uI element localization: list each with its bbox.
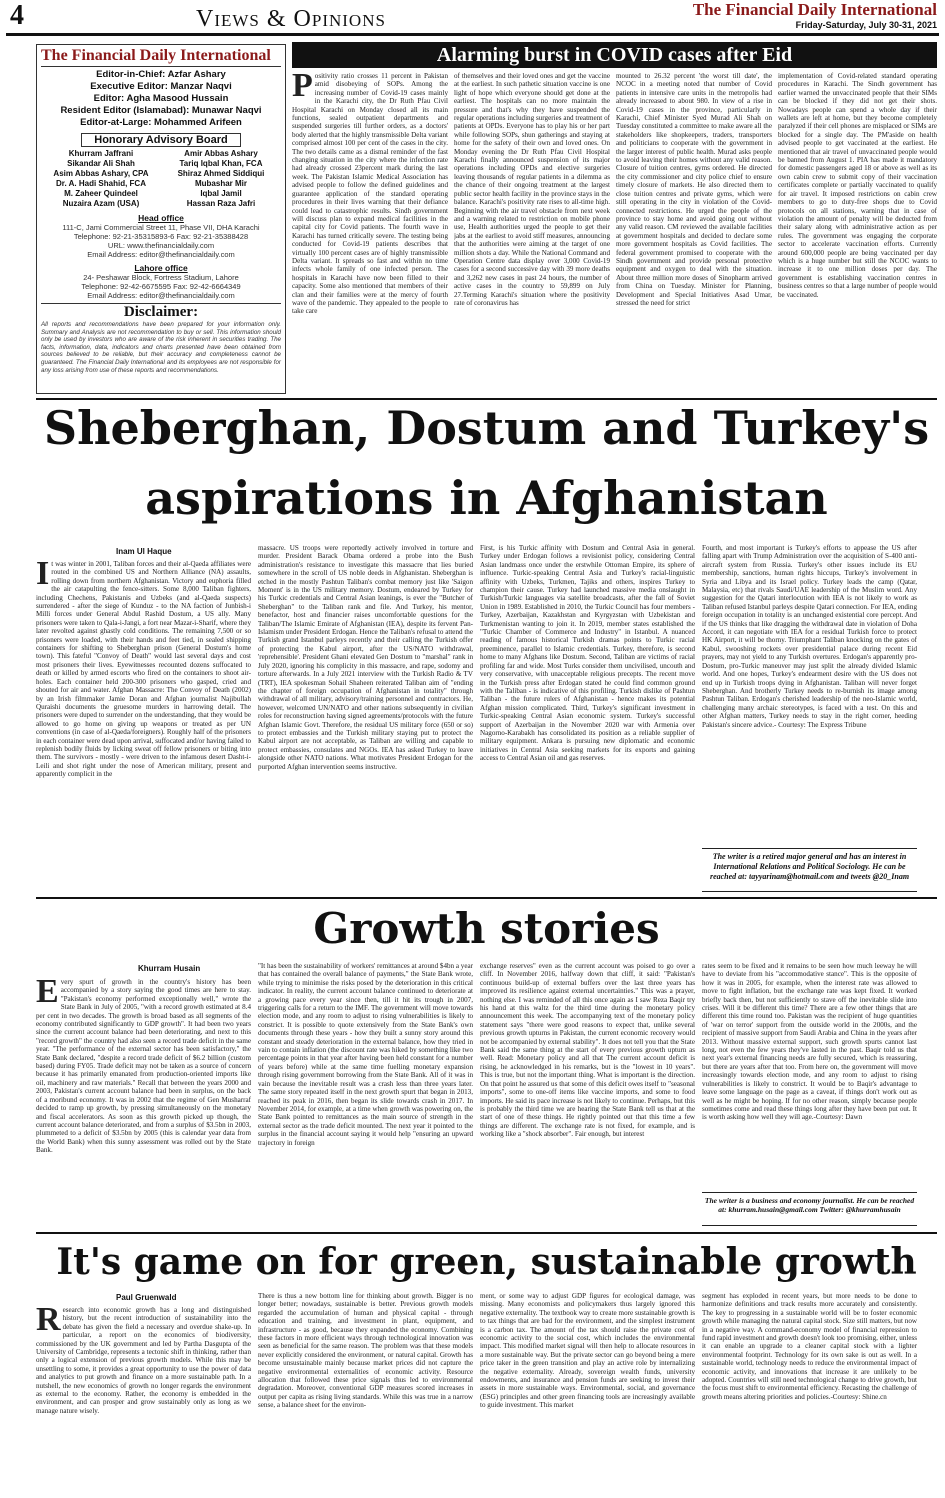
afghan-col-2: massacre. US troops were reportedly actively involved in torture and murder. President Barack Obama ordered a probe into the Bush administration's resistance to investigate this massacre that lies buried somewhere in the scroll of US noble deeds in Afghanistan. Sheberghan is etched in the mostly Pashtun Taliban's combat memory just like 'Saigon Moment' is in the US military memory. Dostum, endeared by Turkey for his Turkic credentials and Central Asian leanings, is ever the "Butcher of Sheberghan" to the Taliban rank and file. And Turkey, his mentor, benefactor, host and financier raises uncomfortable questions for the Taliban/The Islamic Emirate of Afghanistan (IEA), despite its fervent Pan-Islamism under President Erdogan. Hence the Taliban's refusal to attend the Turkish grand Istanbul parleys recently and their calling the Turkish offer of protecting the Kabul airport, after the US/NATO withdrawal, 'reprehensible'. President Ghani elevated Gen Dostum to "marshal" rank in July 2020, ignoring his complicity in this massacre, and rape, sodomy and torture afterwards. In a July 2021 interview with the Turkish Radio & TV (TRT), IEA spokesman Sohail Shaheen reiterated Taliban aim of "ending the chapter of foreign occupation of Afghanistan in totality" through withdrawal of all military, advisory/training personnel and contractors. He, however, welcomed UN/NATO and other nations subsequently in civilian roles for reconstruction having signed agreements/protocols with the future Afghan Islamic Govt. Therefore, the residual US military force (650 or so) to protect embassies and the Turkish military staying put to protect the Kabul airport are not acceptable, as Taliban are willing and capable to protect embassies, consulates and NGOs. IEA has asked Turkey to leave alongside other NATO nations. What motivates President Erdogan for the purported Afghan intervention seems instructive. [258,544,473,771]
green-byline: Paul Gruenwald [116,1293,177,1302]
afghan-col-1 [36,560,251,892]
growth-author-note: The writer is a business and economy journalist. He can be reached at: khurram.husain@gmail.com Twitter: @khurramhusain [702,1192,917,1226]
growth-col-3: exchange reserves" even as the current account was poised to go over a cliff. In November 2016, halfway down that cliff, it said: "Pakistan's continuous build-up of external buffers over the last three years has improved its resilience against external uncertainties." This was a prayer, nothing else. I was reminded of all this once again as I saw Reza Baqir try his hand at this waltz for the third time during the monetary policy announcement this week. The accompanying text of the monetary policy statement says "there were good reasons to expect that, unlike several previous growth upturns in Pakistan, the current economic recovery would not be accompanied by external stability". It does not tell you that the State Bank said the same thing at the start of every previous growth upturn as well. Read: Monetary policy and all that The current account deficit is rising, he acknowledged in his remarks, but is the "lowest in 10 years". This is true, but not the important thing. What is important is the direction. On that point he assured us that some of this deficit owes itself to "seasonal imports", some to one-off items like vaccine imports, and some to food imports. He said its pace increase is not likely to continue. Perhaps, but this is probably the third time we are hearing the State Bank tell us that at the start of one of these things. He rightly pointed out that this time a few things are different. The exchange rate is not fixed, for example, and is working like a "shock absorber". Fair enough, but interest [480,962,695,1139]
afghan-author-note: The writer is a retired major general and has an interest in International Relations and Political Sociology. He can be reached at: tayyarinam@hotmail.com and tweets @20_Inam [702,848,917,892]
growth-col-1-text: very spurt of growth in the country's history has been accompanied by a story saying the good times are here to stay. "Pakistan's economy performed exceptionally well," wrote the State Bank in July of 2005, "with a record growth estimated at 8.4 per cent in two decades. The growth is broad based as all segments of the economy contributed significantly to GDP growth". It had been two years since the current account balance had been deteriorating, and next to this "record growth" the country had also seen a record trade deficit in the same year. "The performance of the external sector has been satisfactory," the State Bank declared, "despite a record trade deficit of $6.2 billion (custom based) during FY05. Trade deficit may not be taken as a source of concern because it has primarily emanated from production-oriented imports like oil, machinery and raw materials." Recall that between the years 2000 and 2003, Pakistan's current account balance had been in surplus, on the back of a moribund economy. It was in 2002 that the regime of Gen Musharraf decided to ramp up growth, by pressing simultaneously on the monetary and fiscal accelerators. As soon as this growth picked up though, the current account balance deteriorated, and from a surplus of $3.5bn in 2003, plummeted to a deficit of $3.5bn by 2005 (this is calendar year data from the World Bank) when this sunny assessment was rolled out by the State Bank. [36,978,251,1155]
advisory-board-right: Amir Abbas Ashary Tariq Iqbal Khan, FCA Shiraz Ahmed Siddiqui Mubashar Mir Iqbal Jamil Hassan Raza Jafri [177,149,265,208]
page-header [6,0,939,36]
growth-col-1 [36,978,251,1226]
afghan-byline: Inam Ul Haque [116,547,172,556]
afghan-col-3: First, is his Turkic affinity with Dostum and Central Asia in general. Turkey under Erdogan follows a revisionist policy, considering Central Asian landmass once under the erstwhile Ottoman Empire, its sphere of influence. Turkic-speaking Central Asia and Turkey's racial-linguistic affinity with Uzbeks, Turkmen, Tajiks and others, inspires Turkey to champion their cause. Turkey had launched massive media onslaught in Turkish/Turkic languages via satellite broadcasts, after the fall of Soviet Union in 1989. Established in 2010, the Turkic Council has four members - Turkey, Azerbaijan, Kazakhstan and Kyrgyzstan with Uzbekistan and Turkmenistan wanting to join it. In 2019, member states established the "Turkic Chamber of Commerce and Industry" in Istanbul. A nuanced reading of famous historical Turkish dramas points to Turkic racial preeminence, parallel to Islamic credentials. Turkey, therefore, is second home to many Afghans like Dostum. Second, Taliban are victims of racial profiling far and wide. Most Turks consider them uncivilised, uncouth and very conservative, with unacceptable religious precepts. The recent move in the Turkish press after Erdogan stated he could find common ground with the Taliban - is indicative of this profiling. Turkish dislike of Pashtun Taliban - the future rulers of Afghanistan - hence makes its potential Afghan mission complicated. Third, Turkey's significant investment in Turkic-speaking Central Asian economic system. Turkey's successful support of Azerbaijan in the November 2020 war with Armenia over Nagorno-Karabakh has consolidated its position as a reliable supplier of military equipment. Ankara is pursuing new diplomatic and economic initiatives in Central Asia seeking markets for its exports and gaining access to Central Asian oil and gas reserves. [480,544,695,763]
staff-line: Executive Editor: Manzar Naqvi [90,81,232,92]
page-number: 4 [10,0,24,31]
divider [36,897,937,899]
green-col-3: ment, or some way to adjust GDP figures for ecological damage, was missing. Many economists and policymakers thus largely ignored this negative externality. The textbook way to create more sustainable growth is to tax things that are bad for the environment, and the simplest instrument is a carbon tax. The amount of the tax should raise the private cost of economic activity to the social cost, which includes the environmental impact. This modified market signal will then help to allocate resources in a more sustainable way. But the private sector can go beyond being a mere price taker in the green transition and play an active role by internalizing the negative externality. Already, sovereign wealth funds, university endowments, and insurance and pension funds are seeking to invest their assets in more sustainable ways. Environmental, social, and governance (ESG) principles and other green financing tools are increasingly available to guide investment. This market [480,1292,695,1410]
lahore-office-title: Lahore office [134,263,188,273]
afghan-headline-line-1: Sheberghan, Dostum and Turkey's [43,401,930,455]
afghan-headline-line-2: aspirations in Afghanistan [145,471,828,525]
section-title: Views & Opinions [196,6,386,32]
dropcap: I [36,560,50,592]
advisory-board-members [41,149,281,209]
divider [36,1232,937,1234]
green-headline: It's game on for green, sustainable growth [56,1241,917,1283]
green-col-4: segment has exploded in recent years, but more needs to be done to harmonize definitions and track results more accurately and consistently. The key to progressing in a sustainable world will be to foster economic growth while managing the natural capital stock. Size still matters, but now in a negative way. A command-economy model of financial repression to fund rapid investment and growth doesn't look too promising, either, unless it can enable an upgrade to a cleaner capital stock with a lighter environmental footprint. Technology for its own sake is out as well. In a sustainable world, technology needs to reduce the environmental impact of economic activity, and innovations that increase it are unlikely to be adopted. Countries will still need technological change to drive growth, but the focus must shift to environmental efficiency. Recasting the challenge of growth means altering priorities and policies.-Courtesy: Shine.cn [702,1292,917,1401]
covid-headline: Alarming burst in COVID cases after Eid [292,42,937,68]
head-office-title: Head office [138,213,184,223]
covid-col-2: of themselves and their loved ones and get the vaccine at the earliest. In such pathetic situation vaccine is one light of hope which everyone should get done at the earliest. The hospitals can no more maintain the pressure and that's why they have suspended the regular operations including surgeries and treatment of patients at OPDs. Everyone has to play his or her part while following SOPs, shun gatherings and staying at home for the safety of their own and loved ones. On Monday evening the Dr Ruth Pfau Civil Hospital Karachi finally announced suspension of its major operations including OPDs and elective surgeries leaving thousands of regular patients in a dilemma as the chance of their ongoing treatment at the largest public sector health facility in the province stays in the balance. Karachi's positivity rate rises to all-time high. Beginning with the air travel obstacle from next week and a warning related to restriction on mobile phone use, Health authorities urged the people to get their jabs at the earliest to avoid stiff measures, announcing that the authorities were aiming at the target of one million shots a day. While the National Command and Operation Centre data display over 3,000 Covid-19 cases for a second successive day with 39 more deaths and 3,262 new cases in past 24 hours, the number of active cases in the country to 59,899 on July 27.Terming Karachi's situation where the positivity rate of coronavirus has [454,72,610,307]
growth-byline: Khurram Husain [138,964,201,973]
staff-line: Editor: Agha Masood Hussain [93,93,229,104]
editorial-sidebar [36,44,286,394]
covid-col-4: implementation of Covid-related standard operating procedures in Karachi. The Sindh government has earlier warned the unvaccinated people that their SIMs can be blocked if they did not get their shots. Nowadays people can spend a whole day if their wallets are left at home, but they become completely paralyzed if their cell phones are misplaced or SIMs are blocked for a single day. The PM'aside on health advised people to get vaccinated at the earliest. He mentioned that air travel of unvaccinated people would be banned from August 1. PIA has made it mandatory for domestic passengers aged 18 or above as well as its own cabin crew to submit copy of their vaccination certificates complete or partially vaccinated to qualify for air travel. It imposed restrictions on cabin crew members to go to duty-free shops due to Covid protocols on all stations, warning that in case of violation the amount of penalty will be deducted from their salary along with administrative action as per rules. The government was engaging the corporate sector to accelerate vaccination efforts. Currently around 600,000 people are being vaccinated per day which is a huge number but still the NCOC wants to increase it to one million doses per day. The government is establishing vaccination centres in business centres so that a large number of people would be vaccinated. [778,72,937,299]
advisory-board-left: Khurram Jaffrani Sikandar Ali Shah Asim Abbas Ashary, CPA Dr. A. Hadi Shahid, FCA M. Zaheer Quindeel Nuzaira Azam (USA) [53,149,149,208]
covid-col-1 [292,72,448,392]
staff-list [41,69,281,129]
covid-col-1-text: ositivity ratio crosses 11 percent in Pakistan amid disobeying of SOPs. Among the increasing number of Covid-19 cases mainly in the Karachi city, the Dr Ruth Pfau Civil Hospital Karachi on Monday closed all its main functions, sealed outpatient departments and suspended surgeries till further orders, as a doctors' body alerted that the highly transmissible Delta variant comprised almost 100 per cent of the cases in the city. The two details came as a dismal reminder of the fast changing situation in the city where the infection rate had already crossed 23percent mark during the last week. The Pakistan Islamic Medical Association has advised people to follow the defined guidelines and guarantee application of the standard operating procedures in their lives warning that their defiance could lead to catastrophic results. Sindh government will discuss plan to expand medical facilities in the capital city for Covid patients. The fourth wave in Karachi has turned critically severe. The testing being conducted for Covid-19 patients describes that virtually 100 percent cases are of highly transmissible Delta variant. It spreads so fast and within no time infects whole family of one infected person. The hospitals in Karachi have now been filled to their capacity. Some also mentioned that members of their clan and their families were at the mercy of fourth wave of the pandemic. They appealed to the people to take care [292,72,448,316]
green-col-1 [36,1306,251,1494]
advisory-board-title: Honorary Advisory Board [81,133,241,147]
afghan-col-1-text: t was winter in 2001, Taliban forces and their al-Qaeda affiliates were routed in the combined US and Northern Alliance (NA) assaults, rolling down from northern Afghanistan. Victory and euphoria filled the air catapulting the fence-sitters. Some 8,000 Taliban fighters, including Chechens, Pakistanis and Uzbeks (and al-Qaeda suspects) surrendered - after the siege of Kunduz - to the NA faction of Junbish-i Milli forces under General Abdul Rashid Dostum, a US ally. Many prisoners were taken to Qala-i-Jangi, a fort near Mazar-i-Sharif, where they later revolted against ghastly cold conditions. The remaining 7,500 or so prisoners were loaded, with their hands and feet tied, in sealed shipping containers for shifting to Sheberghan prison (General Dostum's home town). This fateful "Convoy of Death" would last several days and cost most prisoners their lives. Eyewitnesses recounted dozens suffocated to death or killed by armed escorts who fired on the containers to shoot air-holes. Each container held 200-300 prisoners who gasped, cried and shouted for air and water. Afghan Massacre: The Convoy of Death (2002) by an Irish filmmaker Jamie Doran and Afghan journalist Najibullah Quraishi documents the gruesome murders in harrowing detail. The prisoners were duped to surrender on the understanding, that they would be allowed to go home on giving up weapons or treated as per UN conventions (in case of al-Qaeda/foreigners). Roughly half of the prisoners in each container were dead upon arrival, suffocated and/or having failed to replenish bodily fluids by licking sweat off fellow prisoners or biting into them. The survivors - mostly - were driven to the infamous desert Dasht-i-Leili and shot right under the nose of American military, present and apparently complicit in the [36,560,251,779]
growth-col-4: rates seem to be fixed and it remains to be seen how much leeway he will have to deviate from his "accommodative stance". This is the opposite of how it was in 2005, for example, when the interest rate was allowed to move to fight inflation, but the exchange rate was kept fixed. It worked briefly back then, but not sufficiently to stave off the inevitable slide into crises. Will it be different this time? There are a few other things that are different this time round too. Pakistan was the recipient of huge quantities of 'war on terror' support from the outside world in the 2000s, and the recipient of massive support from Saudi Arabia and China in the years after 2013. Without massive external support, such growth spurts cannot last long, not even the few years they've lasted in the past. Baqir told us that next year's external financing needs are fully secured, which is reassuring, but there are years after that too. From here on, the government will move increasingly towards election mode, and any room to adjust to rising vulnerabilities is likely to constrict. It would be to Baqir's advantage to leave some language on the page as a caveat, if things don't work out as well as he might be hoping. If for no other reason, simply because people sometimes come and read these things long after they have been put out. It is worth asking how well they will age.-Courtesy: Dawn [702,962,917,1122]
masthead-name: The Financial Daily International [692,0,937,19]
sidebar-paper-name: The Financial Daily International [41,47,281,67]
green-col-2: There is thus a new bottom line for thinking about growth. Bigger is no longer better; nowadays, sustainable is better. Previous growth models regarded the accumulation of human and physical capital - through education and training, and investment in plant, equipment, and infrastructure - as good, because they expanded the economy. Combining these factors in more efficient ways through technological innovation was seen as beneficial for the same reason. The problem was that these models never explicitly considered the environment, or natural capital. Growth has become unsustainable mainly because market prices did not capture the negative environmental externalities of economic activity. Resource allocation that followed these price signals thus led to environmental degradation. Moreover, conventional GDP measures scored increases in output per capita as rising living standards. While this was true in a narrow sense, a balance sheet for the environ- [258,1292,473,1410]
masthead [693,0,937,30]
divider [36,398,937,400]
growth-col-2: "It has been the sustainability of workers' remittances at around $4bn a year that has contained the overall balance of payments," the State Bank wrote, while trying to minimise the risks posed by the deterioration in this critical indicator. In reality, the current account balance continued to deteriorate at a growing pace every year since then, till it hit its trough in 2007, triggering calls for a return to the IMF. The government will move towards election mode, and any room to adjust to rising vulnerabilities is likely to constrict. It is possible to quote extensively from the State Bank's own documents through these years - how they built a sunny story around this constant and steady deterioration in the external balance, how they tried in vain to contain inflation (the discount rate was hiked by something like two percentage points in that year after having been held constant for a number of years before) while at the same time fuelling monetary expansion through rising government borrowing from the State Bank. All of it was in vain because the inevitable result was a crash less than three years later. The same story repeated itself in the next growth spurt that began in 2013, reached its peak in 2016, then began its slide towards crash in 2017. In November 2014, for example, at a time when growth was powering on, the State Bank pointed to remittances as the main source of strength in the external sector as the trade deficit mounted. The next year it pointed to the surplus in the financial account saying it would help "ensuring an upward trajectory in foreign [258,962,473,1147]
staff-line: Editor-in-Chief: Azfar Ashary [96,69,226,80]
disclaimer-text: All reports and recommendations have been prepared for your information only. Summary and Analysis are not recommendation to buy or sell. This information should only be used by investors who are aware of the risk inherent in securities trading. The facts, information, data, indicators and charts presented have been obtained from sources believed to be reliable, but their accuracy and completeness cannot be guaranteed. The Financial Daily International and its employees are not responsible for any loss arising from use of these reports and recommendations. [41,321,281,374]
covid-col-3: mounted to 26.32 percent 'the worst till date', the NCOC in a meeting noted that number of Covid patients in intensive care units in the metropolis had already increased to about 980. In view of a rise in Covid-19 cases in the province, particularly in Karachi, Chief Minister Syed Murad Ali Shah on Tuesday constituted a committee to make aware all the stakeholders like shopkeepers, traders, transporters and politicians to cooperate with the government in the larger interest of public health. Murad asks people to avoid leaving their homes without any valid reason. Closure of tuition centres, gyms ordered. He directed the city commissioner and city police chief to ensure timely closure of markets. He also directed them to close tuition centres and private gyms, which were still operating in the city in violation of the Covid- connected restrictions. He urged the people of the province to stay home and avoid going out without any valid reason. CM reviewed the available facilities at government hospitals and decided to declare some more government hospitals as Covid facilities. The federal government promised to cooperate with the Sindh government and provide personal protective equipment and oxygen to deal with the situation. About three million more doses of Sinopharm arrived from China on Tuesday. Minister for Planning, Development and Special Initiatives Asad Umar, stressed the need for strict [616,72,772,307]
staff-line: Editor-at-Large: Mohammed Arifeen [80,117,242,128]
afghan-col-4: Fourth, and most important is Turkey's efforts to appease the US after falling apart with Trump Administration over the acquisition of S-400 anti-aircraft system from Russia. Turkey's other issues include its EU membership, sanctions, human rights hiccups, Turkey's involvement in Syria and Libya and its Israel policy. Turkey leads the camp (Qatar, Malaysia, etc) that rivals Saudi/UAE leadership of the Muslim word. Any suggestion for the Qatari interlocution with IEA is not likely to work as Taliban refused Istanbul parleys despite Qatari connection. For IEA, ending foreign occupation in totality is an unchanged existential core percept. And if the US thinks that like dragging the withdrawal date in violation of Doha Accord, it can negotiate with IEA for a residual Turkish force to protect HK Airport, it will be thorny. Triumphant Taliban knocking on the gates of Kabul, swooshing rockets over presidential palace during recent Eid prayers, may not yield to any Turkish overtures. Erdogan's apparently pro-Dostum, pro-Turkic maneuver may just split the already divided Islamic world. And one hopes, Turkey's endearment desire with the US does not end up in Turkish troops dying in Afghanistan. Taliban will never forget Sheberghan. And brotherly Turkey needs to re-burnish its image among Pashtun Taliban. Erdogan's cherished leadership of the neo-Islamic world, challenging many archaic stereotypes, is faced with a test. On this and other Afghan matters, Turkey needs to stay in the right corner, heeding Pakistan's sincere advice.- Courtesy: The Express Tribune [702,544,917,729]
dropcap: P [292,72,313,104]
lahore-office-address: 24- Peshawar Block, Fortress Stadium, Lahore Telephone: 92-42-6675595 Fax: 92-42-6664349 Email Address: editor@thefinancialdaily.com [81,273,241,300]
growth-headline: Growth stories [313,904,660,953]
green-col-1-text: esearch into economic growth has a long and distinguished history, but the recent introduction of sustainability into the debate has given the field a necessary and overdue shake-up. In particular, a report on the economics of biodiversity, commissioned by the UK government and led by Partha Dasgupta of the University of Cambridge, represents a tectonic shift in thinking, rather than only a logical extension of previous growth models. While this may be unsettling to some, it provides a great opportunity to use the power of data and analytics to put growth and finance on a more sustainable path. In a nutshell, the new economics of growth no longer regards the environment as external to the economy. Rather, the economy is embedded in the environment, and can prosper and grow sustainably only as long as we manage nature wisely. [36,1306,251,1415]
disclaimer-title: Disclaimer: [41,303,281,321]
head-office-address: 111-C, Jami Commercial Street 11, Phase VII, DHA Karachi Telephone: 92-21-35315893-6 Fax: 92-21-35388428 URL: www.thefinancialdaily.com Email Address: editor@thefinancialdaily.com [62,223,260,259]
issue-date: Friday-Saturday, July 30-31, 2021 [795,20,937,30]
staff-line: Resident Editor (Islamabad): Munawar Naqvi [60,105,262,116]
dropcap: R [36,1306,61,1338]
dropcap: E [36,978,59,1010]
